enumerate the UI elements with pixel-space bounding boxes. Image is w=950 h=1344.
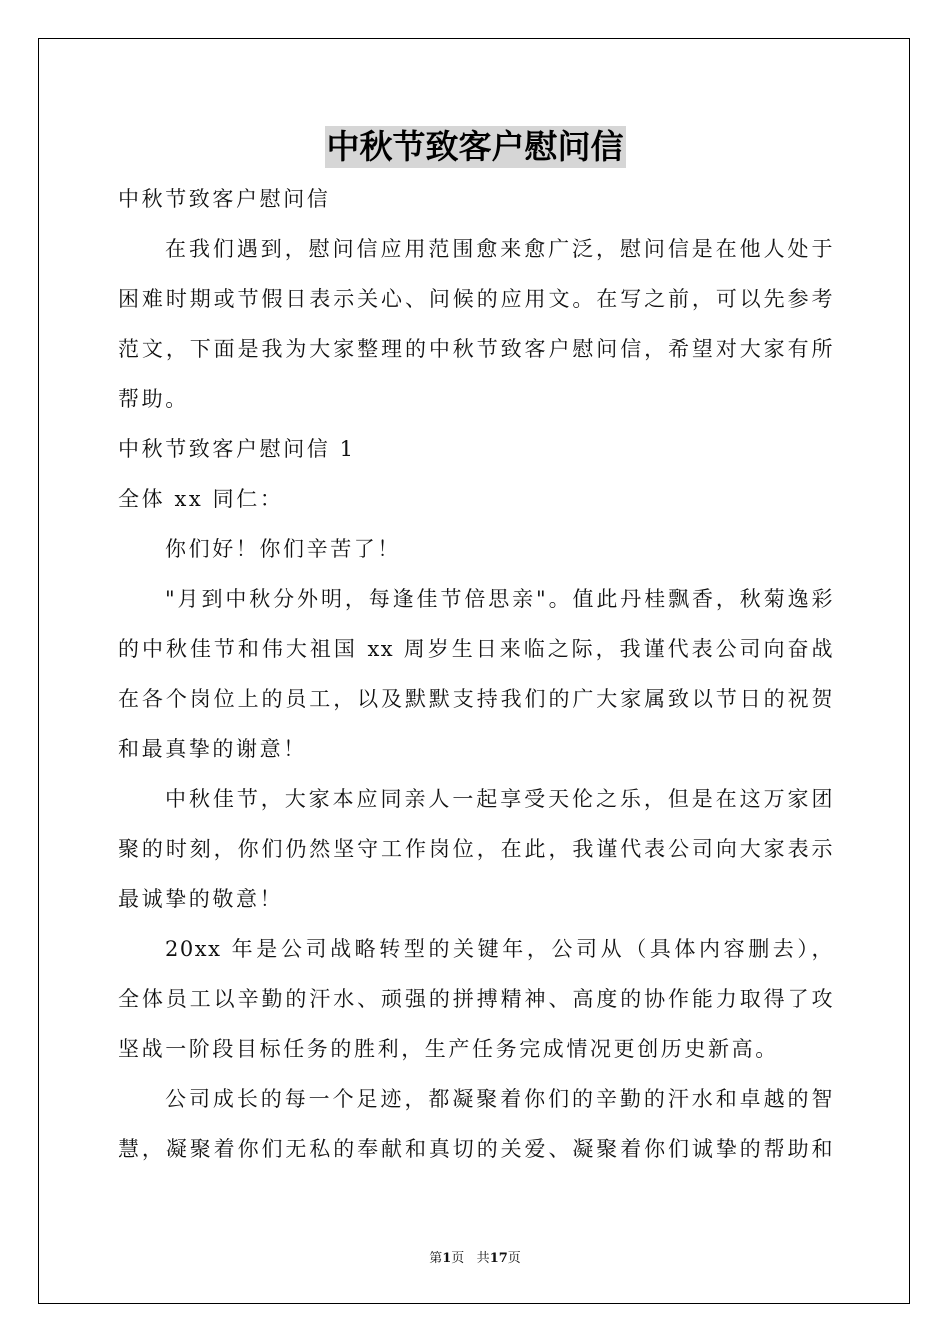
footer-total-prefix: 共	[476, 1251, 490, 1266]
page-border	[38, 38, 910, 1304]
paragraph-line: 中秋佳节，大家本应同亲人一起享受天伦之乐，但是在这万家团	[165, 787, 834, 811]
paragraph-line: 最诚挚的敬意！	[118, 887, 284, 911]
title-container	[0, 126, 950, 168]
footer-page-suffix: 页	[451, 1251, 465, 1266]
paragraph-line: 坚战一阶段目标任务的胜利，生产任务完成情况更创历史新高。	[118, 1037, 779, 1061]
paragraph-line: 范文，下面是我为大家整理的中秋节致客户慰问信，希望对大家有所	[118, 337, 834, 361]
paragraph-line: 的中秋佳节和伟大祖国 xx 周岁生日来临之际，我谨代表公司向奋战	[118, 637, 834, 661]
salutation: 全体 xx 同仁：	[118, 487, 284, 511]
subtitle-line: 中秋节致客户慰问信	[118, 187, 331, 211]
document-title: 中秋节致客户慰问信	[326, 127, 624, 166]
greeting-line: 你们好！你们辛苦了！	[165, 537, 401, 561]
paragraph-line: 在我们遇到，慰问信应用范围愈来愈广泛，慰问信是在他人处于	[165, 237, 834, 261]
paragraph-line: 帮助。	[118, 387, 189, 411]
footer-total-suffix: 页	[507, 1251, 521, 1266]
paragraph-line: 全体员工以辛勤的汗水、顽强的拼搏精神、高度的协作能力取得了攻	[118, 987, 834, 1011]
footer-prefix: 第	[429, 1251, 443, 1266]
paragraph-line: 公司成长的每一个足迹，都凝聚着你们的辛勤的汗水和卓越的智	[165, 1087, 834, 1111]
paragraph-line: 慧，凝聚着你们无私的奉献和真切的关爱、凝聚着你们诚挚的帮助和	[118, 1137, 834, 1161]
current-page-number: 1	[442, 1251, 452, 1266]
page-footer	[0, 1247, 950, 1266]
total-page-count: 17	[489, 1251, 508, 1266]
paragraph-line: "月到中秋分外明，每逢佳节倍思亲"。值此丹桂飘香，秋菊逸彩	[165, 587, 834, 611]
paragraph-line: 聚的时刻，你们仍然坚守工作岗位，在此，我谨代表公司向大家表示	[118, 837, 834, 861]
paragraph-line: 和最真挚的谢意！	[118, 737, 307, 761]
paragraph-line: 20xx 年是公司战略转型的关键年，公司从（具体内容删去），	[165, 937, 834, 961]
section-heading: 中秋节致客户慰问信 1	[118, 437, 356, 461]
paragraph-line: 困难时期或节假日表示关心、问候的应用文。在写之前，可以先参考	[118, 287, 834, 311]
paragraph-line: 在各个岗位上的员工，以及默默支持我们的广大家属致以节日的祝贺	[118, 687, 834, 711]
